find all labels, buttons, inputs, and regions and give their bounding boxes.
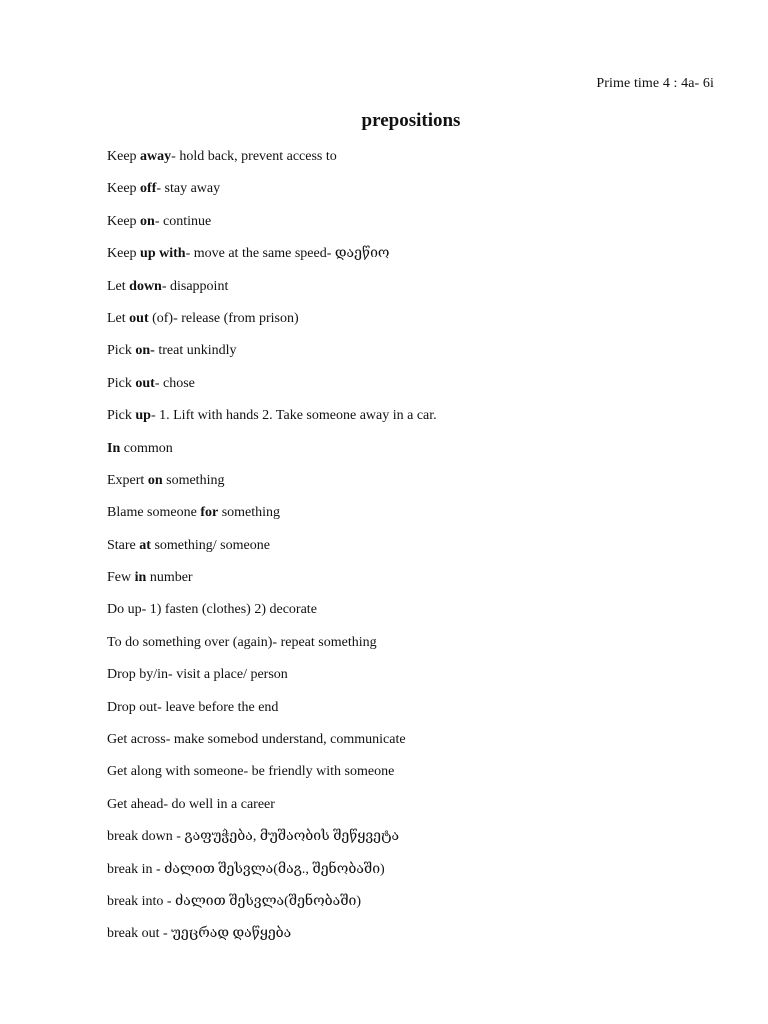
list-item	[107, 341, 727, 373]
entry-text: Drop by/in- visit a place/ person	[107, 667, 288, 683]
entry-text: - disappoint	[161, 278, 229, 294]
page-title: prepositions	[361, 110, 461, 131]
bold-preposition: In	[107, 440, 121, 456]
entry-text: Let	[107, 278, 130, 294]
entry-text: Get along with someone- be friendly with someone	[107, 764, 395, 780]
entry-text: Few	[107, 570, 135, 586]
entry-text: common	[120, 440, 173, 456]
entry-text: number	[146, 570, 193, 586]
list-item	[107, 568, 727, 600]
entry-text: To do something over (again)- repeat something	[107, 634, 377, 650]
bold-preposition: in	[134, 570, 147, 586]
entry-text: Keep	[107, 213, 141, 229]
bold-preposition: out	[135, 375, 155, 391]
list-item	[107, 924, 727, 956]
entry-text: break down - გაფუჭება, მუშაობის შეწყვეტა	[107, 829, 400, 845]
list-item	[107, 374, 727, 406]
entry-text: Pick	[107, 408, 136, 424]
list-item	[107, 179, 727, 211]
bold-preposition: up with	[140, 246, 186, 262]
list-item	[107, 503, 727, 535]
bold-preposition: up	[135, 408, 151, 424]
entry-text: break into - ძალით შესვლა(შენობაში)	[107, 893, 362, 909]
entry-text: Expert	[107, 472, 148, 488]
entry-text: Get across- make somebod understand, communicate	[107, 732, 406, 748]
bold-preposition: on	[147, 472, 163, 488]
entry-text: - hold back, prevent access to	[171, 149, 337, 164]
list-item	[107, 665, 727, 697]
entry-text: - stay away	[156, 181, 221, 197]
list-item	[107, 536, 727, 568]
list-item	[107, 860, 727, 892]
list-item	[107, 892, 727, 924]
entry-text: something	[162, 472, 225, 488]
entry-text: treat unkindly	[154, 343, 237, 359]
entry-text: - 1. Lift with hands 2. Take someone away in a car.	[150, 408, 437, 424]
entry-text: - chose	[154, 375, 195, 391]
entry-text: Do up- 1) fasten (clothes) 2) decorate	[107, 602, 317, 618]
list-item	[107, 439, 727, 471]
entry-text: Get ahead- do well in a career	[107, 796, 275, 812]
bold-preposition: at	[139, 537, 151, 553]
bold-preposition: on	[140, 213, 155, 229]
entry-text: Keep	[107, 149, 141, 164]
entry-text: Blame someone	[107, 505, 201, 521]
bold-preposition: on-	[135, 343, 155, 359]
entry-text: something/ someone	[150, 537, 270, 553]
header-note: Prime time 4 : 4a- 6i	[596, 76, 714, 91]
entry-text: Drop out- leave before the end	[107, 699, 279, 715]
list-item	[107, 730, 727, 762]
entry-text: something	[218, 505, 281, 521]
bold-preposition: down	[129, 278, 162, 294]
list-item	[107, 147, 727, 179]
entry-text: Let	[107, 310, 130, 326]
list-item	[107, 471, 727, 503]
bold-preposition: off	[140, 181, 157, 197]
list-item	[107, 698, 727, 730]
entry-text: break in - ძალით შესვლა(მაგ., შენობაში)	[107, 861, 385, 877]
list-item	[107, 762, 727, 794]
list-item	[107, 795, 727, 827]
entry-text: - continue	[154, 213, 212, 229]
bold-preposition: away	[140, 149, 172, 164]
entry-text: - move at the same speed- დაეწიო	[185, 246, 390, 262]
entry-text: Stare	[107, 537, 140, 553]
bold-preposition: out	[129, 310, 149, 326]
list-item	[107, 277, 727, 309]
list-item	[107, 212, 727, 244]
list-item	[107, 633, 727, 665]
entry-text: Keep	[107, 181, 141, 197]
entry-text: Pick	[107, 375, 136, 391]
list-item	[107, 244, 727, 276]
entry-text: break out - უეცრად დაწყება	[107, 926, 292, 942]
list-item	[107, 600, 727, 632]
entry-text: (of)- release (from prison)	[148, 310, 299, 326]
entry-text: Keep	[107, 246, 141, 262]
list-item	[107, 827, 727, 859]
entry-text: Pick	[107, 343, 136, 359]
phrasal-verb-list	[107, 147, 727, 957]
list-item	[107, 309, 727, 341]
bold-preposition: for	[200, 505, 219, 521]
list-item	[107, 406, 727, 438]
